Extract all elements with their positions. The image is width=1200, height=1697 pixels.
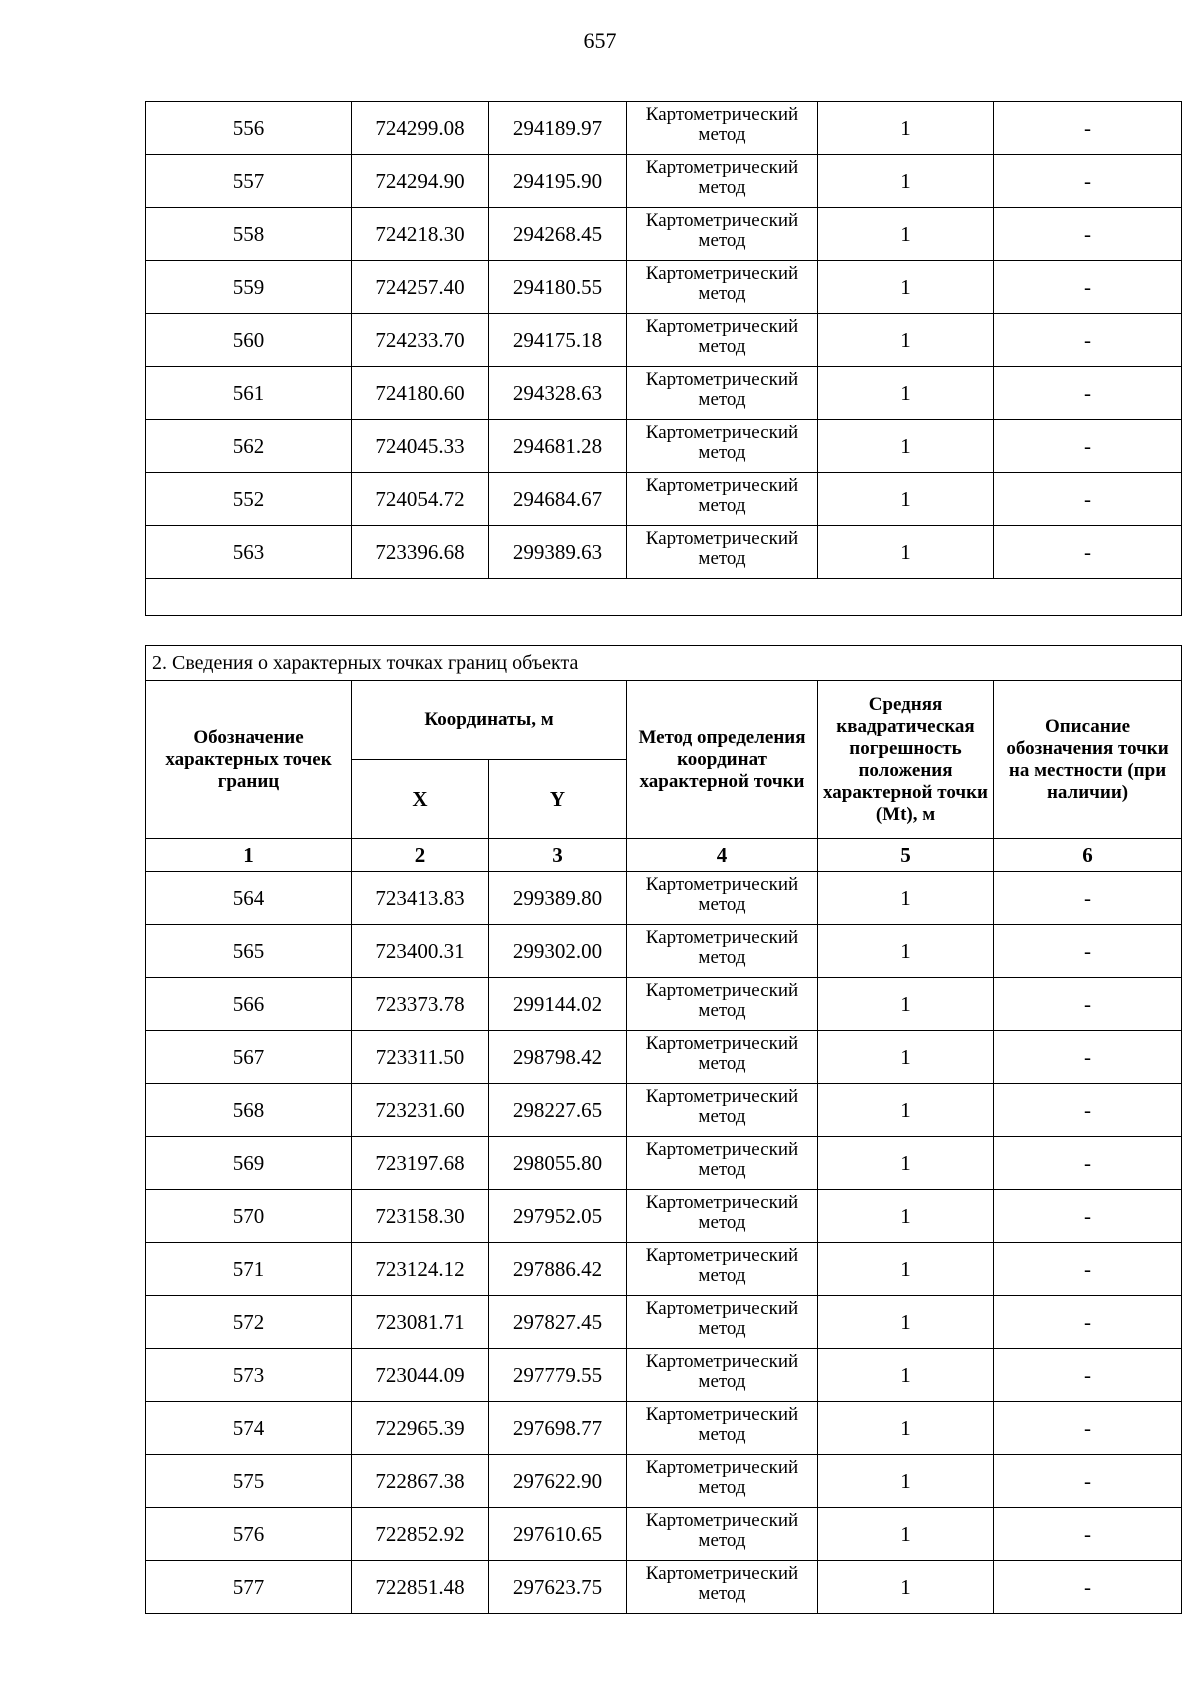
cell-y: 298798.42: [489, 1031, 627, 1084]
cell-method: Картометрический метод: [627, 1402, 818, 1455]
cell-x: 724054.72: [352, 473, 489, 526]
cell-y: 294180.55: [489, 261, 627, 314]
table-row: [146, 473, 1182, 526]
cell-y: 299389.63: [489, 526, 627, 579]
empty-row: [146, 579, 1182, 616]
cell-y: 298055.80: [489, 1137, 627, 1190]
cell-y: 297623.75: [489, 1561, 627, 1614]
table-row: [146, 925, 1182, 978]
cell-method: Картометрический метод: [627, 1296, 818, 1349]
cell-x: 723124.12: [352, 1243, 489, 1296]
cell-description: -: [994, 314, 1182, 367]
table-caption-row: [146, 646, 1182, 681]
cell-method: Картометрический метод: [627, 473, 818, 526]
cell-x: 723311.50: [352, 1031, 489, 1084]
table-row: [146, 1296, 1182, 1349]
column-number: 3: [489, 839, 627, 872]
cell-x: 723158.30: [352, 1190, 489, 1243]
cell-method: Картометрический метод: [627, 155, 818, 208]
boundary-points-table-continued: [145, 101, 1182, 616]
cell-x: 723413.83: [352, 872, 489, 925]
cell-point: 552: [146, 473, 352, 526]
cell-error: 1: [818, 155, 994, 208]
cell-method: Картометрический метод: [627, 978, 818, 1031]
cell-y: 294328.63: [489, 367, 627, 420]
table-row: [146, 102, 1182, 155]
cell-description: -: [994, 1031, 1182, 1084]
table-row: [146, 1084, 1182, 1137]
cell-x: 724218.30: [352, 208, 489, 261]
cell-description: -: [994, 1137, 1182, 1190]
table-row: [146, 526, 1182, 579]
cell-y: 294681.28: [489, 420, 627, 473]
table-row: [146, 1243, 1182, 1296]
cell-description: -: [994, 1084, 1182, 1137]
cell-error: 1: [818, 1190, 994, 1243]
cell-y: 298227.65: [489, 1084, 627, 1137]
cell-y: 297886.42: [489, 1243, 627, 1296]
cell-method: Картометрический метод: [627, 367, 818, 420]
cell-error: 1: [818, 1455, 994, 1508]
table-row: [146, 420, 1182, 473]
cell-point: 566: [146, 978, 352, 1031]
cell-error: 1: [818, 872, 994, 925]
table-row: [146, 1137, 1182, 1190]
cell-method: Картометрический метод: [627, 420, 818, 473]
cell-description: -: [994, 1455, 1182, 1508]
table-row: [146, 1349, 1182, 1402]
cell-method: Картометрический метод: [627, 1349, 818, 1402]
cell-error: 1: [818, 102, 994, 155]
cell-method: Картометрический метод: [627, 1137, 818, 1190]
cell-point: 556: [146, 102, 352, 155]
cell-point: 570: [146, 1190, 352, 1243]
cell-point: 558: [146, 208, 352, 261]
cell-description: -: [994, 1561, 1182, 1614]
cell-description: -: [994, 1402, 1182, 1455]
cell-error: 1: [818, 1508, 994, 1561]
cell-description: -: [994, 1190, 1182, 1243]
table-row: [146, 155, 1182, 208]
cell-point: 557: [146, 155, 352, 208]
cell-x: 723400.31: [352, 925, 489, 978]
cell-method: Картометрический метод: [627, 102, 818, 155]
cell-method: Картометрический метод: [627, 1190, 818, 1243]
empty-cell: [146, 579, 1182, 616]
table-caption: 2. Сведения о характерных точках границ объекта: [146, 646, 1182, 681]
cell-description: -: [994, 872, 1182, 925]
cell-x: 722867.38: [352, 1455, 489, 1508]
table-row: [146, 1508, 1182, 1561]
cell-error: 1: [818, 1084, 994, 1137]
column-number: 5: [818, 839, 994, 872]
table-row: [146, 978, 1182, 1031]
cell-point: 572: [146, 1296, 352, 1349]
cell-method: Картометрический метод: [627, 925, 818, 978]
cell-x: 723373.78: [352, 978, 489, 1031]
cell-error: 1: [818, 1296, 994, 1349]
cell-description: -: [994, 208, 1182, 261]
column-number: 4: [627, 839, 818, 872]
cell-x: 723231.60: [352, 1084, 489, 1137]
cell-method: Картометрический метод: [627, 1243, 818, 1296]
cell-description: -: [994, 261, 1182, 314]
cell-point: 573: [146, 1349, 352, 1402]
cell-x: 722851.48: [352, 1561, 489, 1614]
cell-y: 297779.55: [489, 1349, 627, 1402]
cell-point: 571: [146, 1243, 352, 1296]
table-row: [146, 1402, 1182, 1455]
header-y: Y: [489, 760, 627, 839]
cell-description: -: [994, 367, 1182, 420]
header-point: Обозначение характерных точек границ: [146, 681, 352, 839]
cell-description: -: [994, 1296, 1182, 1349]
cell-method: Картометрический метод: [627, 314, 818, 367]
cell-x: 724257.40: [352, 261, 489, 314]
cell-x: 723197.68: [352, 1137, 489, 1190]
cell-y: 299389.80: [489, 872, 627, 925]
cell-point: 575: [146, 1455, 352, 1508]
cell-y: 294189.97: [489, 102, 627, 155]
cell-error: 1: [818, 314, 994, 367]
cell-point: 559: [146, 261, 352, 314]
cell-method: Картометрический метод: [627, 1508, 818, 1561]
cell-x: 724294.90: [352, 155, 489, 208]
table-row: [146, 1455, 1182, 1508]
cell-point: 565: [146, 925, 352, 978]
cell-error: 1: [818, 473, 994, 526]
cell-y: 294684.67: [489, 473, 627, 526]
cell-method: Картометрический метод: [627, 872, 818, 925]
header-coordinates: Координаты, м: [352, 681, 627, 760]
cell-y: 299302.00: [489, 925, 627, 978]
table-row: [146, 314, 1182, 367]
cell-y: 297952.05: [489, 1190, 627, 1243]
cell-method: Картометрический метод: [627, 1084, 818, 1137]
cell-point: 574: [146, 1402, 352, 1455]
cell-method: Картометрический метод: [627, 261, 818, 314]
cell-error: 1: [818, 420, 994, 473]
cell-error: 1: [818, 1137, 994, 1190]
table-row: [146, 261, 1182, 314]
page-number: 657: [583, 28, 617, 53]
cell-error: 1: [818, 367, 994, 420]
cell-x: 724045.33: [352, 420, 489, 473]
header-error: Средняя квадратическая погрешность положения характерной точки (Mt), м: [818, 681, 994, 839]
cell-point: 568: [146, 1084, 352, 1137]
cell-y: 294268.45: [489, 208, 627, 261]
cell-description: -: [994, 925, 1182, 978]
cell-x: 723081.71: [352, 1296, 489, 1349]
cell-point: 561: [146, 367, 352, 420]
cell-description: -: [994, 1349, 1182, 1402]
cell-description: -: [994, 1508, 1182, 1561]
cell-point: 562: [146, 420, 352, 473]
cell-x: 723044.09: [352, 1349, 489, 1402]
cell-point: 576: [146, 1508, 352, 1561]
header-x: X: [352, 760, 489, 839]
cell-y: 299144.02: [489, 978, 627, 1031]
header-row: [146, 681, 1182, 760]
cell-point: 563: [146, 526, 352, 579]
cell-error: 1: [818, 1561, 994, 1614]
cell-method: Картометрический метод: [627, 208, 818, 261]
table-row: [146, 1031, 1182, 1084]
boundary-points-table: [145, 645, 1182, 1614]
cell-method: Картометрический метод: [627, 1561, 818, 1614]
cell-error: 1: [818, 1349, 994, 1402]
cell-description: -: [994, 155, 1182, 208]
cell-point: 567: [146, 1031, 352, 1084]
cell-y: 297827.45: [489, 1296, 627, 1349]
cell-y: 294195.90: [489, 155, 627, 208]
header-description: Описание обозначения точки на местности (при наличии): [994, 681, 1182, 839]
cell-description: -: [994, 102, 1182, 155]
table-row: [146, 872, 1182, 925]
cell-x: 724299.08: [352, 102, 489, 155]
cell-error: 1: [818, 1031, 994, 1084]
cell-error: 1: [818, 1402, 994, 1455]
cell-point: 560: [146, 314, 352, 367]
table-row: [146, 208, 1182, 261]
cell-x: 724233.70: [352, 314, 489, 367]
cell-y: 297698.77: [489, 1402, 627, 1455]
cell-error: 1: [818, 261, 994, 314]
cell-point: 569: [146, 1137, 352, 1190]
cell-method: Картометрический метод: [627, 1455, 818, 1508]
cell-error: 1: [818, 978, 994, 1031]
cell-error: 1: [818, 1243, 994, 1296]
cell-x: 724180.60: [352, 367, 489, 420]
header-method: Метод определения координат характерной точки: [627, 681, 818, 839]
cell-y: 297610.65: [489, 1508, 627, 1561]
cell-y: 297622.90: [489, 1455, 627, 1508]
column-number: 6: [994, 839, 1182, 872]
column-number: 1: [146, 839, 352, 872]
cell-x: 722852.92: [352, 1508, 489, 1561]
cell-description: -: [994, 473, 1182, 526]
cell-point: 564: [146, 872, 352, 925]
cell-x: 723396.68: [352, 526, 489, 579]
cell-description: -: [994, 1243, 1182, 1296]
cell-x: 722965.39: [352, 1402, 489, 1455]
cell-error: 1: [818, 208, 994, 261]
cell-method: Картометрический метод: [627, 526, 818, 579]
table-row: [146, 1561, 1182, 1614]
table-row: [146, 1190, 1182, 1243]
cell-point: 577: [146, 1561, 352, 1614]
cell-description: -: [994, 526, 1182, 579]
cell-error: 1: [818, 526, 994, 579]
column-number: 2: [352, 839, 489, 872]
cell-y: 294175.18: [489, 314, 627, 367]
cell-description: -: [994, 978, 1182, 1031]
table-row: [146, 367, 1182, 420]
cell-description: -: [994, 420, 1182, 473]
cell-method: Картометрический метод: [627, 1031, 818, 1084]
column-number-row: [146, 839, 1182, 872]
cell-error: 1: [818, 925, 994, 978]
